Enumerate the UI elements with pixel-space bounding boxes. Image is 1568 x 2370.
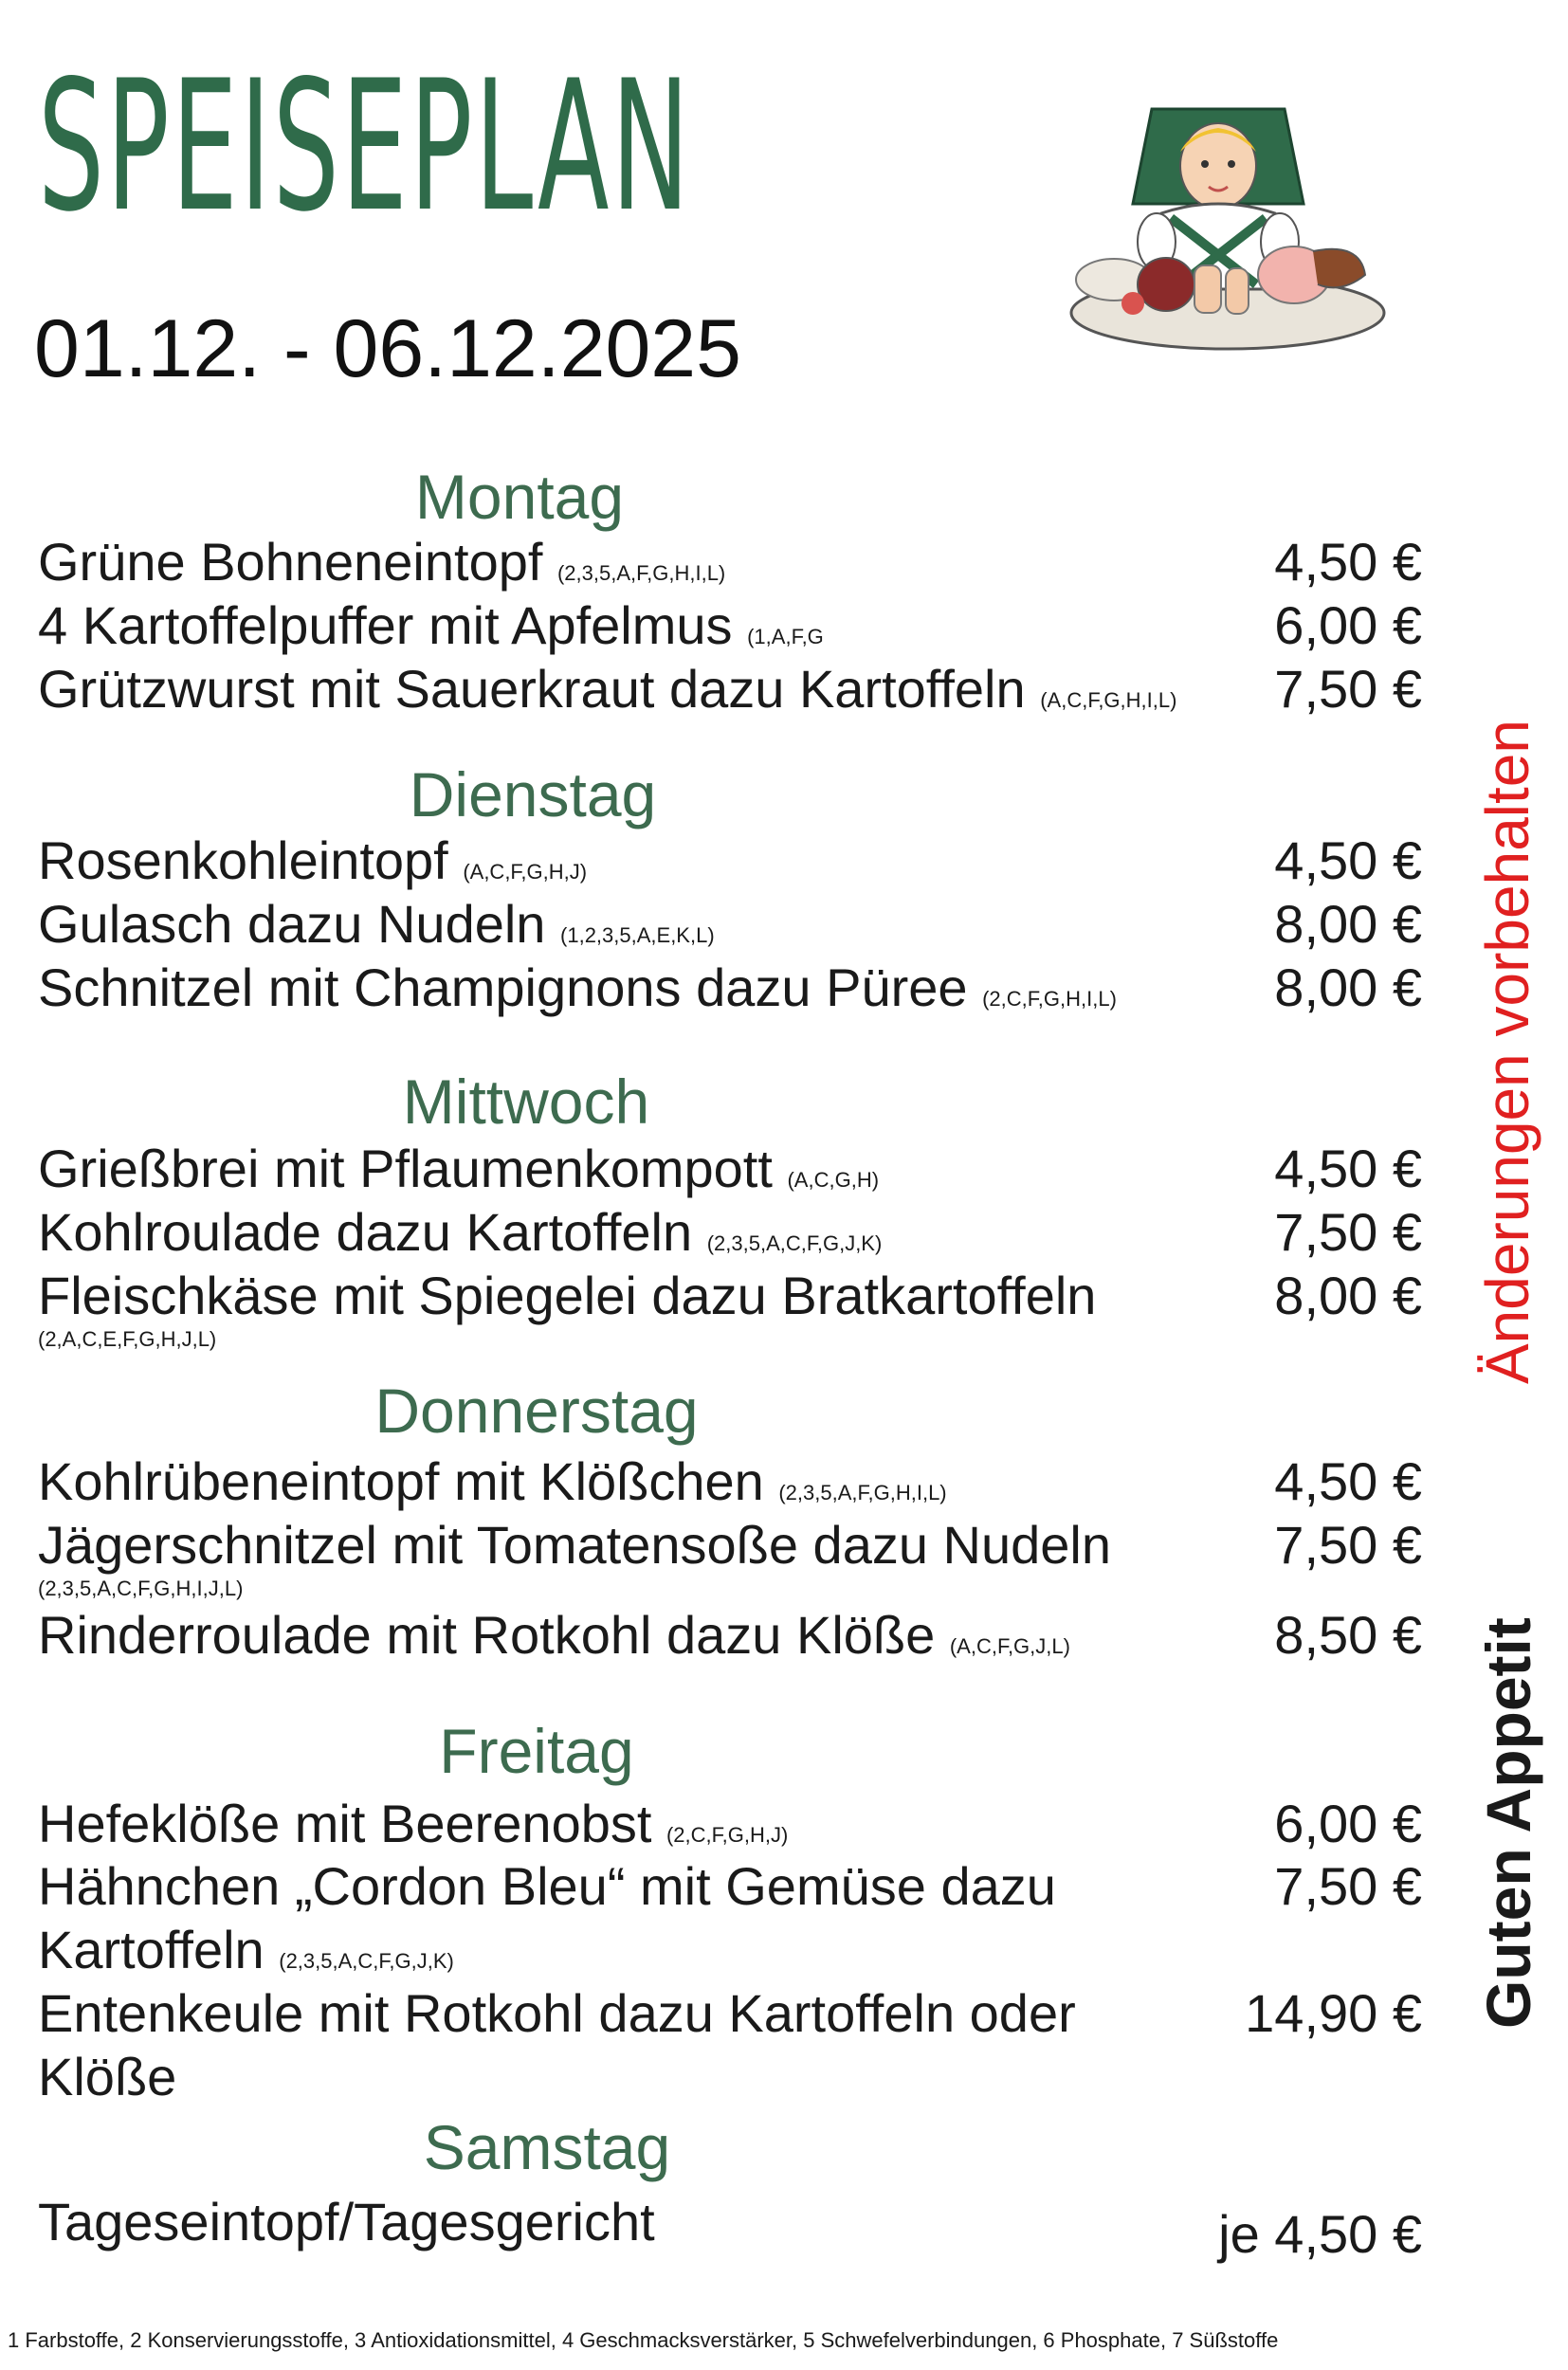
dish-dienstag-3: [38, 957, 1117, 1030]
dish-donnerstag-3: [38, 1604, 1070, 1678]
dish-name: Grüne Bohneneintopf: [38, 532, 543, 592]
dish-price: 8,00 €: [1274, 894, 1422, 954]
day-heading-samstag: Samstag: [423, 2112, 671, 2182]
day-heading-dienstag: Dienstag: [409, 759, 657, 830]
dish-allergens: (A,C,G,H): [787, 1168, 880, 1192]
date-range: 01.12. - 06.12.2025: [34, 303, 741, 394]
dish-montag-3: [38, 658, 1176, 732]
dish-allergens: (1,A,F,G: [747, 625, 824, 648]
dish-price: 4,50 €: [1274, 532, 1422, 592]
dish-price: 4,50 €: [1274, 1139, 1422, 1198]
dish-freitag-3-line2: Klöße: [38, 2047, 177, 2106]
dish-price: 8,00 €: [1274, 1266, 1422, 1325]
dish-name: Grießbrei mit Pflaumenkompott: [38, 1139, 773, 1198]
day-heading-mittwoch: Mittwoch: [402, 1066, 650, 1137]
dish-freitag-3-line1: Entenkeule mit Rotkohl dazu Kartoffeln oder: [38, 1983, 1076, 2043]
dish-allergens: (2,3,5,A,C,F,G,J,K): [279, 1949, 454, 1973]
page-title: SPEISEPLAN: [38, 42, 692, 251]
dish-name: 4 Kartoffelpuffer mit Apfelmus: [38, 595, 733, 655]
dish-name: Rinderroulade mit Rotkohl dazu Klöße: [38, 1605, 936, 1665]
dish-name: Hefeklöße mit Beerenobst: [38, 1794, 652, 1853]
dish-mittwoch-3: Fleischkäse mit Spiegelei dazu Bratkartoffeln: [38, 1266, 1097, 1325]
dish-price: 6,00 €: [1274, 1794, 1422, 1853]
dish-name: Kohlrübeneintopf mit Klößchen: [38, 1451, 764, 1511]
dish-price: 7,50 €: [1274, 659, 1422, 719]
dish-price: 7,50 €: [1274, 1856, 1422, 1916]
dish-allergens: (2,C,F,G,H,I,L): [982, 987, 1117, 1011]
day-heading-montag: Montag: [414, 462, 625, 532]
dish-allergens: (2,3,5,A,F,G,H,I,L): [556, 561, 726, 585]
dish-price: 8,50 €: [1274, 1605, 1422, 1665]
dish-allergens: (2,3,5,A,C,F,G,H,I,J,L): [38, 1577, 244, 1600]
dish-name: Schnitzel mit Champignons dazu Püree: [38, 957, 968, 1017]
dish-name: Gulasch dazu Nudeln: [38, 894, 546, 954]
day-heading-donnerstag: Donnerstag: [374, 1376, 699, 1446]
butcher-mascot-illustration: [1057, 100, 1389, 356]
dish-price: 6,00 €: [1274, 595, 1422, 655]
dish-donnerstag-2: Jägerschnitzel mit Tomatensoße dazu Nudeln: [38, 1515, 1112, 1575]
dish-allergens: (2,C,F,G,H,J): [665, 1823, 789, 1847]
changes-reserved-note: Änderungen vorbehalten: [1473, 720, 1541, 1384]
dish-name: Kohlroulade dazu Kartoffeln: [38, 1202, 693, 1262]
dish-allergens: (A,C,F,G,H,I,L): [1040, 688, 1177, 712]
guten-appetit-text: Guten Appetit: [1473, 1617, 1543, 2029]
dish-price: 4,50 €: [1274, 1451, 1422, 1511]
dish-allergens: (1,2,3,5,A,E,K,L): [560, 923, 715, 947]
dish-allergens: (A,C,F,G,H,J): [463, 860, 588, 884]
dish-name: Rosenkohleintopf: [38, 830, 448, 890]
dish-price: 8,00 €: [1274, 957, 1422, 1017]
dish-allergens: (A,C,F,G,J,L): [949, 1634, 1070, 1658]
dish-price: 14,90 €: [1245, 1983, 1422, 2043]
dish-price: 7,50 €: [1274, 1515, 1422, 1575]
dish-price: 4,50 €: [1274, 830, 1422, 890]
dish-name: Kartoffeln: [38, 1920, 264, 1979]
dish-price: je 4,50 €: [1218, 2204, 1422, 2264]
dish-name: Grützwurst mit Sauerkraut dazu Kartoffeln: [38, 659, 1026, 719]
dish-allergens: (2,3,5,A,F,G,H,I,L): [778, 1481, 947, 1504]
dish-samstag-1: Tageseintopf/Tagesgericht: [38, 2192, 655, 2252]
dish-freitag-2-line1: Hähnchen „Cordon Bleu“ mit Gemüse dazu: [38, 1856, 1056, 1916]
dish-price: 7,50 €: [1274, 1202, 1422, 1262]
dish-allergens: (2,3,5,A,C,F,G,J,K): [706, 1231, 883, 1255]
dish-allergens: (2,A,C,E,F,G,H,J,L): [38, 1327, 217, 1351]
day-heading-freitag: Freitag: [439, 1716, 634, 1786]
additives-footnote: 1 Farbstoffe, 2 Konservierungsstoffe, 3 Antioxidationsmittel, 4 Geschmacksverstärker, 5 Schwefelverbindungen, 6 Phosphate, 7 Süßstoffe: [8, 2328, 1279, 2352]
